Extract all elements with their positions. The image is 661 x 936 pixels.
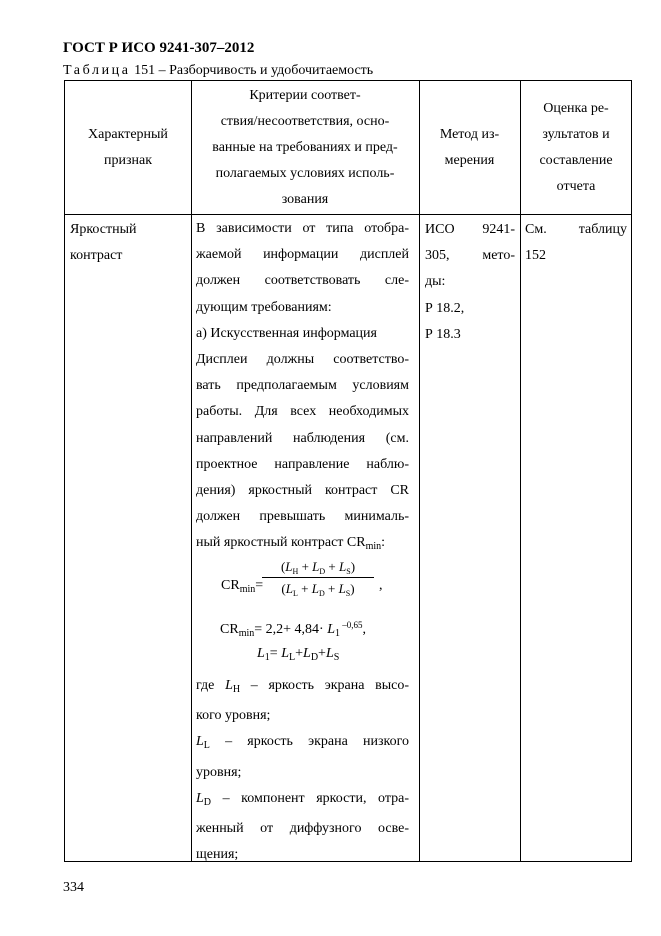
definition-line: щения; xyxy=(196,847,239,863)
table-label: Таблица xyxy=(63,63,131,78)
header-line: отчета xyxy=(556,178,596,194)
paren: ( xyxy=(281,581,286,596)
header-line: Оценка ре- xyxy=(543,100,609,116)
assessment-line: 152 xyxy=(525,248,546,264)
definitions xyxy=(196,673,409,868)
method-line: ИСО 9241- xyxy=(425,222,515,237)
criteria-min-lead: ный яркостный контраст CR xyxy=(196,535,366,551)
formula-l1 xyxy=(257,646,339,663)
header-line: Метод из- xyxy=(439,126,500,142)
var: L xyxy=(325,646,334,661)
formula-fraction xyxy=(258,557,378,598)
var: L xyxy=(339,559,347,574)
var-sub: L xyxy=(203,740,210,752)
feature-cell xyxy=(70,217,188,269)
method-line: Р 18.2, xyxy=(425,300,465,316)
var-sub: L xyxy=(289,652,296,663)
plus: + xyxy=(325,559,340,574)
header-line: ствия/несоответствия, осно- xyxy=(220,113,390,129)
definition-line: где $L_H$ – яркость экрана высо- xyxy=(196,678,409,695)
definition-text: – яркость экрана низкого xyxy=(209,734,409,750)
header-assessment xyxy=(520,81,632,214)
method-line: ды: xyxy=(425,274,446,290)
formula-min-contrast-approx xyxy=(220,620,366,639)
formula-sub: min xyxy=(239,584,256,595)
var-sub: D xyxy=(310,652,319,663)
method-cell xyxy=(425,217,515,348)
var: L xyxy=(257,646,265,661)
var-sub: H xyxy=(232,684,241,695)
criteria-line: Дисплеи должны соответство- xyxy=(196,352,409,368)
assessment-line: См. таблицу xyxy=(525,222,627,237)
definition-line: уровня; xyxy=(196,764,242,780)
var-sub: H xyxy=(292,567,299,576)
document-title: ГОСТ Р ИСО 9241-307–2012 xyxy=(63,40,255,56)
formula-min-contrast-lhs xyxy=(221,578,263,595)
definition-line xyxy=(196,786,409,816)
definition-text: – компонент яркости, отра- xyxy=(211,790,409,806)
var: L xyxy=(311,581,319,596)
criteria-line: а) Искусственная информация xyxy=(196,325,377,341)
header-line: ванные на требованиях и пред- xyxy=(212,139,398,155)
criteria-min-tail: : xyxy=(381,535,386,551)
formula-sub: min xyxy=(238,628,255,639)
var-sub: L xyxy=(292,589,298,598)
criteria-line: вать предполагаемым условиям xyxy=(196,378,409,394)
page-number: 334 xyxy=(63,880,84,895)
criteria-line: жаемой информации дисплей xyxy=(196,247,409,263)
criteria-line: дения) яркостный контраст CR xyxy=(196,483,409,499)
paren: ) xyxy=(350,581,355,596)
formula-eq: = xyxy=(255,578,264,593)
var-sub: 1 xyxy=(335,628,340,639)
criteria-line: направлений наблюдения (см. xyxy=(196,430,409,446)
var-sub: S xyxy=(345,589,351,598)
header-criteria xyxy=(191,81,419,214)
plus: + xyxy=(297,581,312,596)
criteria-line: проектное направление наблю- xyxy=(196,456,409,472)
plus: + xyxy=(298,559,313,574)
formula-tail: , xyxy=(379,578,383,593)
header-line: признак xyxy=(103,152,152,168)
var: L xyxy=(285,581,293,596)
definition-line xyxy=(196,729,409,759)
header-line: зования xyxy=(281,191,329,207)
header-line: зультатов и xyxy=(542,126,610,142)
var: L xyxy=(196,734,204,750)
var: L xyxy=(303,646,311,661)
table-caption xyxy=(63,63,373,79)
assessment-cell xyxy=(525,217,627,269)
definition-text: – яркость экрана высо- xyxy=(240,678,409,693)
var-sub: D xyxy=(318,589,325,598)
var-sub: D xyxy=(319,567,326,576)
feature-line: контраст xyxy=(70,248,123,264)
header-line: Характерный xyxy=(88,126,168,142)
plus: + xyxy=(324,581,339,596)
criteria-line: дующим требованиям: xyxy=(196,299,332,315)
criteria-line: должен соответствовать сле- xyxy=(196,273,409,289)
paren: ) xyxy=(350,559,356,574)
header-divider xyxy=(65,214,631,215)
header-feature xyxy=(65,81,191,214)
plus: + xyxy=(318,646,326,661)
feature-line: Яркостный xyxy=(70,222,137,237)
method-line: Р 18.3 xyxy=(425,326,461,342)
method-line: 305, мето- xyxy=(425,248,515,264)
criteria-line: должен превышать минималь- xyxy=(196,509,409,525)
formula-rhs: = 2,2+ 4,84· xyxy=(254,622,328,637)
var: L xyxy=(327,622,335,637)
table-caption-text: 151 – Разборчивость и удобочитаемость xyxy=(134,63,374,78)
formula-tail: , xyxy=(362,622,366,637)
paren: ( xyxy=(280,559,286,574)
plus: + xyxy=(295,646,304,661)
var: L xyxy=(196,790,204,806)
var: L xyxy=(225,678,233,693)
var-sub: D xyxy=(203,796,212,808)
header-line: мерения xyxy=(444,152,495,168)
var: L xyxy=(312,559,320,574)
var: L xyxy=(338,581,346,596)
var-sub: S xyxy=(346,567,351,576)
definition-line: женный от диффузного осве- xyxy=(196,821,409,837)
criteria-line: В зависимости от типа отобра- xyxy=(196,221,409,236)
fraction-numerator xyxy=(258,557,378,577)
formula-symbol: CR xyxy=(221,578,240,593)
header-line: составление xyxy=(539,152,613,168)
criteria-cell xyxy=(196,216,409,561)
criteria-line: работы. Для всех необходимых xyxy=(196,404,409,420)
exponent: –0,65 xyxy=(340,620,363,630)
var: L xyxy=(281,646,289,661)
header-line: полагаемых условиях исполь- xyxy=(215,165,395,181)
definition-line: кого уровня; xyxy=(196,708,271,724)
var: L xyxy=(285,559,293,574)
header-method xyxy=(419,81,520,214)
var-sub: S xyxy=(333,652,340,663)
criteria-min-sub: min xyxy=(365,541,382,553)
var-sub: 1 xyxy=(264,652,270,663)
fraction-denominator xyxy=(258,578,378,598)
formula-symbol: CR xyxy=(220,622,239,637)
formula-eq: = xyxy=(269,646,282,661)
header-line: Критерии соответ- xyxy=(249,87,361,103)
